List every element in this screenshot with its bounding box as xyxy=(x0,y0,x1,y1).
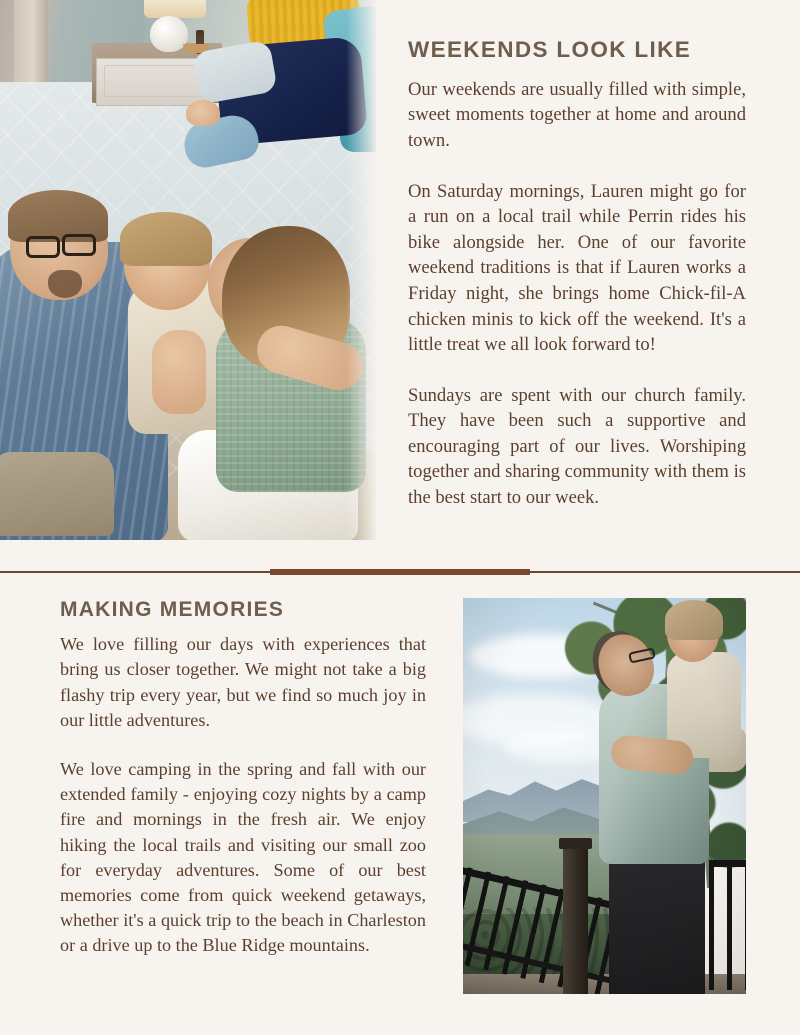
family-bedroom-photo xyxy=(0,0,376,540)
memories-heading: MAKING MEMORIES xyxy=(60,598,285,621)
father-beard xyxy=(48,270,82,298)
child-foot xyxy=(186,100,220,126)
father-shorts xyxy=(0,452,114,536)
family-photo-scene xyxy=(0,0,376,540)
memories-paragraph-1: We love filling our days with experiences that bring us closer together. We might not take a big flashy trip every year, but we find so much joy in our little adventures. xyxy=(60,634,426,730)
weekends-paragraph-3: Sundays are spent with our church family. They have been such a supportive and encouraging part of our lives. Worshiping together and sharing community with them is the best start to our week. xyxy=(408,384,746,509)
section-divider xyxy=(0,566,800,578)
weekends-paragraph-1: Our weekends are usually filled with simple, sweet moments together at home and around town. xyxy=(408,78,746,151)
divider-center-accent xyxy=(270,569,530,575)
father-glasses-right-lens xyxy=(62,234,96,256)
memories-paragraph-2: We love camping in the spring and fall with our extended family - enjoying cozy nights by a camp fire and mornings in the fresh air. We enjoy hiking the local trails and visiting our small zoo for everyday adventures. Some of our best memories come from quick weekend getaways, whether it's a quick trip to the beach in Charleston or a drive up to the Blue Ridge mountains. xyxy=(60,758,426,956)
lamp-shade xyxy=(144,0,206,18)
child-arm xyxy=(152,330,206,414)
nightstand-drawer-panel xyxy=(104,65,204,97)
child-hair xyxy=(120,212,212,266)
weekends-heading: WEEKENDS LOOK LIKE xyxy=(408,37,692,62)
father-glasses-left-lens xyxy=(26,236,60,258)
weekends-text-column xyxy=(408,38,746,511)
mountain-overlook-photo xyxy=(463,598,746,994)
weekends-paragraph-2: On Saturday mornings, Lauren might go for a run on a local trail while Perrin rides his bike alongside her. One of our favorite weekend traditions is that if Lauren works a Friday night, she brings home Chick-fil-A chicken minis to kick off the weekend. It's a little treat we all look forward to! xyxy=(408,180,746,356)
lamp-base xyxy=(150,16,188,52)
photo-right-fade xyxy=(346,0,376,540)
memories-text-column xyxy=(60,598,426,959)
overlook-photo-scene xyxy=(463,598,746,994)
photo-vignette xyxy=(463,598,746,994)
